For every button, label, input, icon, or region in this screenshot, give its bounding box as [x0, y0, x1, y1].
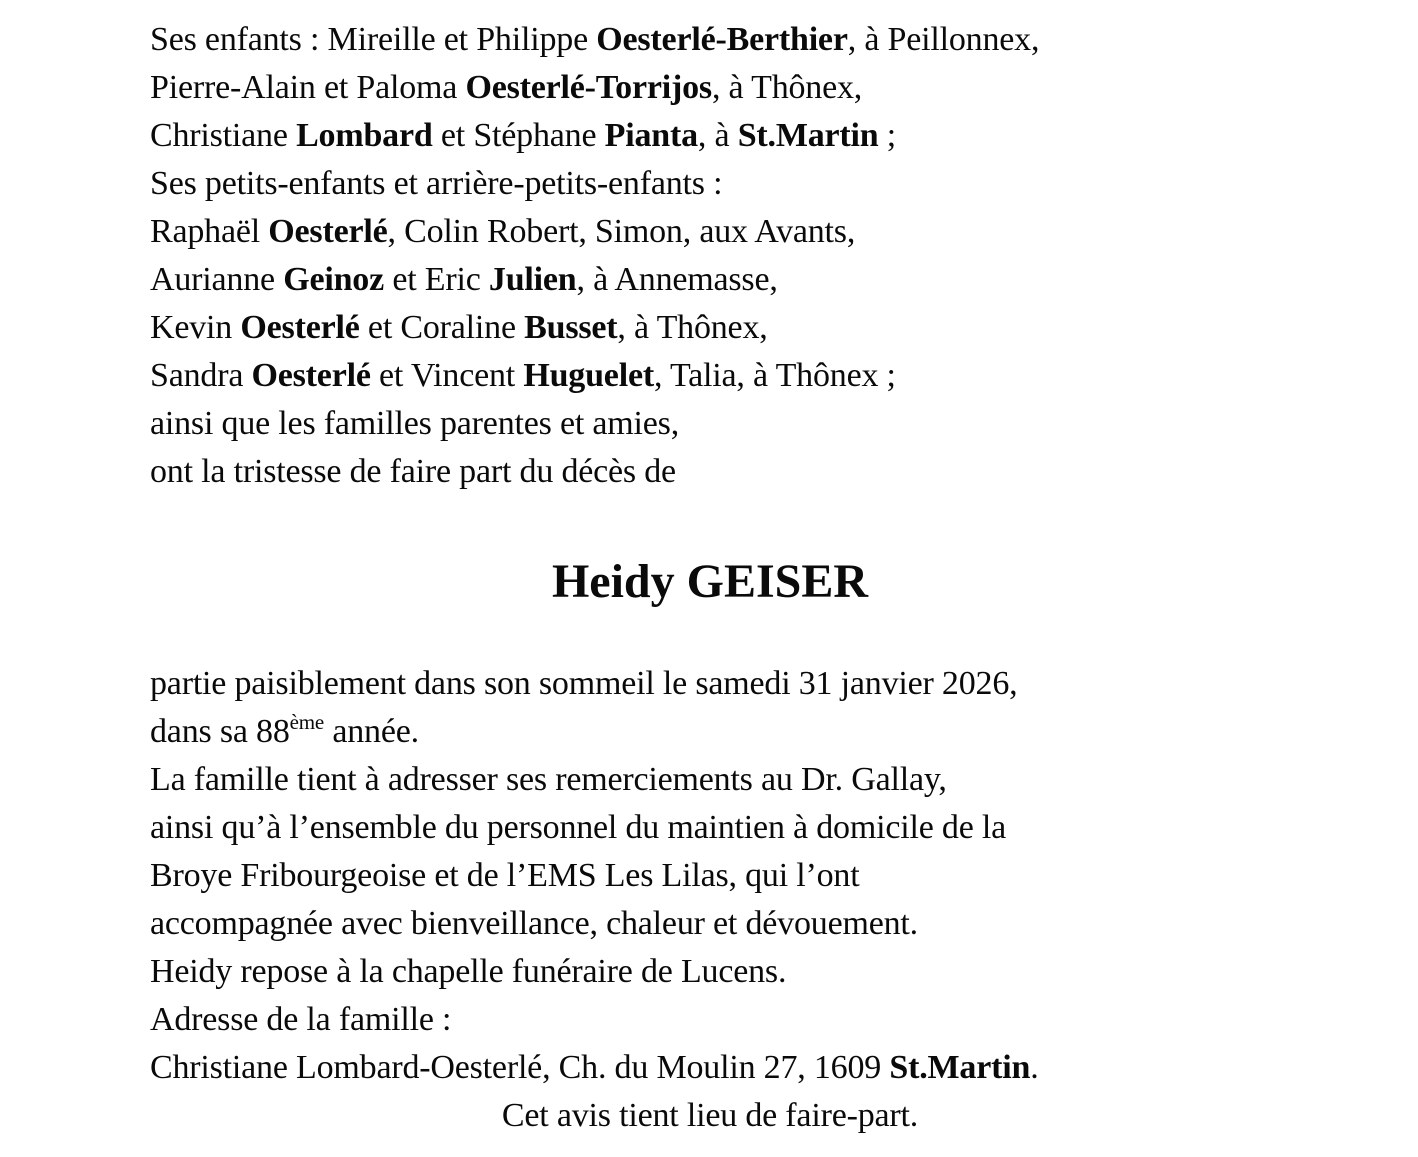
notice-line: [150, 160, 1270, 208]
notice-line: [150, 400, 1270, 448]
notice-line: [150, 352, 1270, 400]
deceased-name: Heidy GEISER: [551, 555, 869, 608]
line-text: ainsi que les familles parentes et amies,: [150, 405, 680, 442]
notice-line: [150, 256, 1270, 304]
place-bold: St.Martin: [889, 1049, 1031, 1086]
line-text: Adresse de la famille :: [150, 1001, 452, 1038]
notice-line: [150, 756, 1270, 804]
notice-line: [150, 448, 1270, 496]
line-text: Ses enfants : Mireille et Philippe: [150, 21, 597, 58]
line-text: , à Annemasse,: [576, 261, 778, 298]
surname-bold: Oesterlé: [268, 213, 388, 250]
line-text: accompagnée avec bienveillance, chaleur et dévouement.: [150, 905, 918, 942]
notice-line: [150, 996, 1270, 1044]
line-text: Broye Fribourgeoise et de l’EMS Les Lilas, qui l’ont: [150, 857, 860, 894]
line-text: Aurianne: [150, 261, 284, 298]
line-text: Christiane: [150, 117, 297, 154]
line-text: La famille tient à adresser ses remerciements au Dr. Gallay,: [150, 761, 947, 798]
notice-line: [150, 16, 1270, 64]
family-section: [150, 16, 1270, 496]
line-text: dans sa 88: [150, 713, 290, 750]
notice-line: [150, 1044, 1270, 1092]
surname-bold: Oesterlé: [240, 309, 360, 346]
line-text: ont la tristesse de faire part du décès de: [150, 453, 676, 490]
line-text: Ses petits-enfants et arrière-petits-enfants :: [150, 165, 723, 202]
line-text: , Colin Robert, Simon, aux Avants,: [387, 213, 856, 250]
surname-bold: Huguelet: [523, 357, 654, 394]
surname-bold: Pianta: [604, 117, 698, 154]
details-section: [150, 660, 1270, 1092]
notice-line: [150, 852, 1270, 900]
surname-bold: Oesterlé-Berthier: [596, 21, 848, 58]
notice-line: [150, 900, 1270, 948]
surname-bold: Geinoz: [283, 261, 385, 298]
line-text: , Talia, à Thônex ;: [653, 357, 896, 394]
line-text: Sandra: [150, 357, 252, 394]
line-text: et Coraline: [359, 309, 525, 346]
ordinal-superscript: ème: [289, 710, 325, 734]
notice-line: [150, 660, 1270, 708]
line-text: , à Peillonnex,: [847, 21, 1040, 58]
notice-line: [150, 304, 1270, 352]
line-text: partie paisiblement dans son sommeil le samedi 31 janvier 2026,: [150, 665, 1018, 702]
line-text: année.: [324, 713, 419, 750]
surname-bold: Busset: [524, 309, 618, 346]
surname-bold: Julien: [488, 261, 577, 298]
notice-line: [150, 64, 1270, 112]
notice-line: [150, 208, 1270, 256]
surname-bold: Oesterlé: [251, 357, 371, 394]
line-text: Kevin: [150, 309, 241, 346]
line-text: , à Thônex,: [617, 309, 768, 346]
line-text: Pierre-Alain et Paloma: [150, 69, 466, 106]
line-text: et Eric: [384, 261, 489, 298]
notice-line: [150, 804, 1270, 852]
line-text: , à: [697, 117, 738, 154]
line-text: Heidy repose à la chapelle funéraire de Lucens.: [150, 953, 787, 990]
line-text: ainsi qu’à l’ensemble du personnel du maintien à domicile de la: [150, 809, 1007, 846]
notice-line: [150, 948, 1270, 996]
line-text: .: [1030, 1049, 1039, 1086]
line-text: , à Thônex,: [711, 69, 863, 106]
notice-line: [150, 708, 1270, 756]
line-text: et Stéphane: [432, 117, 605, 154]
line-text: Christiane Lombard-Oesterlé, Ch. du Moulin 27, 1609: [150, 1049, 890, 1086]
surname-bold: Oesterlé-Torrijos: [465, 69, 712, 106]
notice-line: [150, 112, 1270, 160]
line-text: et Vincent: [370, 357, 524, 394]
place-bold: St.Martin: [737, 117, 879, 154]
surname-bold: Lombard: [296, 117, 433, 154]
line-text: Raphaël: [150, 213, 269, 250]
line-text: ;: [878, 117, 897, 154]
closing-line: Cet avis tient lieu de faire-part.: [501, 1097, 919, 1134]
